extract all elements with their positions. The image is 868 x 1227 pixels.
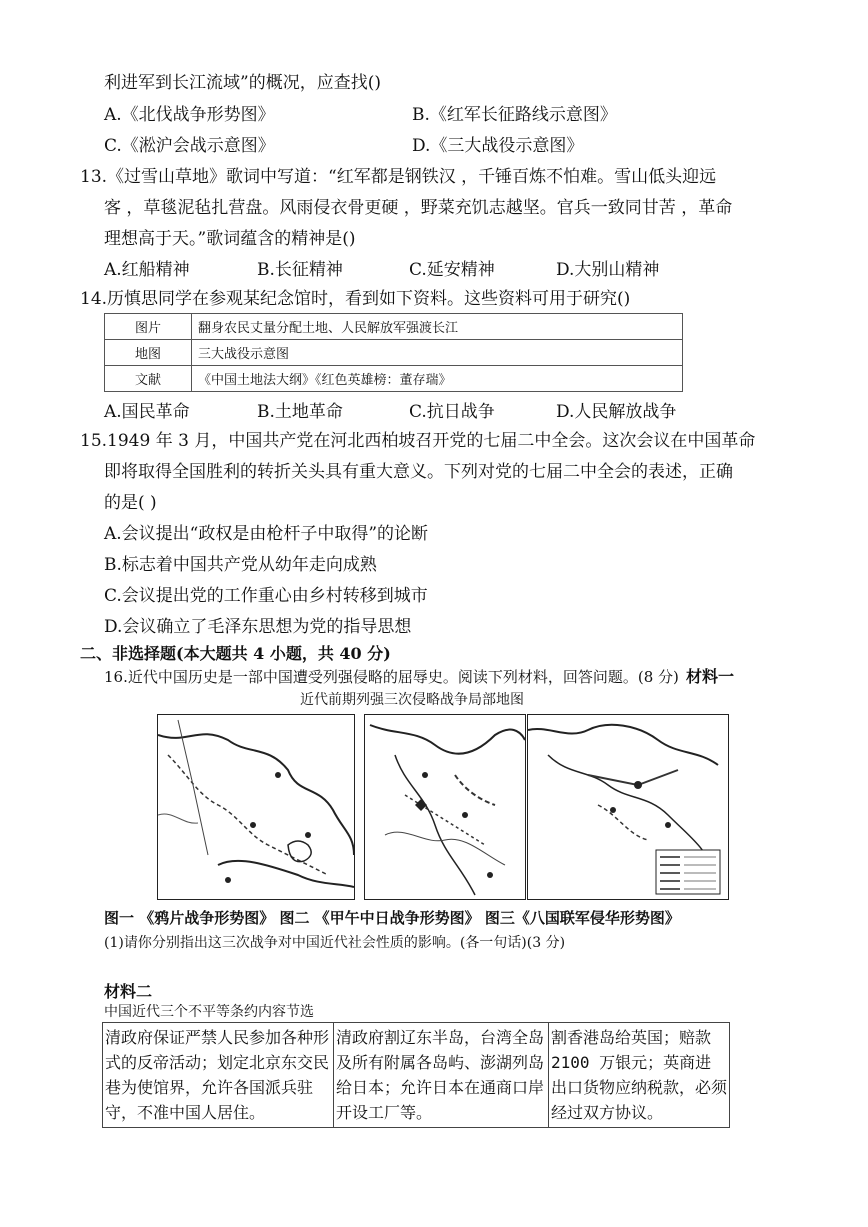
table-cell: 割香港岛给英国；赔款 2100 万银元；英商进出口货物应纳税款，必须经过双方协议。 (549, 1023, 730, 1128)
q14-stem: 14.历慎思同学在参观某纪念馆时，看到如下资料。这些资料可用于研究() (80, 289, 631, 309)
table-cell: 清政府割辽东半岛，台湾全岛及所有附属各岛屿、澎湖列岛给日本；允许日本在通商口岸开设工厂等。 (334, 1023, 549, 1128)
q13-option-d: D.大别山精神 (556, 260, 660, 280)
eight-nation-alliance-map-image (527, 714, 729, 900)
war-maps-figure (157, 714, 728, 898)
table-cell: 清政府保证严禁人民参加各种形式的反帝活动；划定北京东交民巷为使馆界，允许各国派兵驻守，不准中国人居住。 (103, 1023, 334, 1128)
opium-war-map-image (157, 714, 355, 900)
table-cell: 翻身农民丈量分配土地、人民解放军强渡长江 (192, 314, 683, 340)
q14-option-b: B.土地革命 (257, 402, 343, 422)
table-cell: 三大战役示意图 (192, 340, 683, 366)
q12-option-b: B.《红军长征路线示意图》 (412, 105, 617, 125)
q14-option-c: C.抗日战争 (409, 402, 495, 422)
treaty-table-title: 中国近代三个不平等条约内容节选 (104, 1004, 314, 1020)
map-title: 近代前期列强三次侵略战争局部地图 (300, 692, 524, 708)
treaty-table (102, 1022, 730, 1128)
table-row (105, 314, 683, 340)
table-cell: 图片 (105, 314, 192, 340)
q15-option-d: D.会议确立了毛泽东思想为党的指导思想 (104, 617, 412, 637)
q16-sub-question-1: (1)请你分别指出这三次战争对中国近代社会性质的影响。(各一句话)(3 分) (104, 935, 566, 951)
q13-option-a: A.红船精神 (104, 260, 190, 280)
q15-stem-line-1: 15.1949 年 3 月，中国共产党在河北西柏坡召开党的七届二中全会。这次会议在中国革命 (80, 431, 756, 451)
table-row (105, 340, 683, 366)
sino-japanese-war-map-image (364, 714, 526, 900)
q14-source-table (104, 313, 683, 392)
table-cell: 地图 (105, 340, 192, 366)
map-captions: 图一 《鸦片战争形势图》 图二 《甲午中日战争形势图》 图三《八国联军侵华形势图》 (104, 909, 680, 927)
q13-option-c: C.延安精神 (409, 260, 495, 280)
q15-option-b: B.标志着中国共产党从幼年走向成熟 (104, 555, 377, 575)
q15-option-c: C.会议提出党的工作重心由乡村转移到城市 (104, 586, 428, 606)
table-row (105, 366, 683, 392)
table-cell: 《中国土地法大纲》《红色英雄榜：董存瑞》 (192, 366, 683, 392)
q16-stem: 16.近代中国历史是一部中国遭受列强侵略的屈辱史。阅读下列材料，回答问题。(8 分) (104, 668, 679, 686)
material-2-label: 材料二 (104, 982, 153, 1001)
table-cell: 文献 (105, 366, 192, 392)
q12-option-d: D.《三大战役示意图》 (412, 136, 584, 156)
section-heading: 二、非选择题(本大题共 4 小题，共 40 分) (80, 644, 391, 663)
table-row (103, 1023, 730, 1128)
q12-option-c: C.《淞沪会战示意图》 (104, 136, 275, 156)
q13-option-b: B.长征精神 (257, 260, 343, 280)
material-1-label: 材料一 (686, 667, 735, 686)
q13-stem-line-1: 13.《过雪山草地》歌词中写道：“红军都是钢铁汉 ，千锤百炼不怕难。雪山低头迎远 (80, 167, 717, 187)
q12-stem-tail: 利进军到长江流域”的概况，应查找() (104, 73, 381, 93)
q13-stem-line-2: 客 ，草毯泥毡扎营盘。风雨侵衣骨更硬 ，野菜充饥志越坚。官兵一致同甘苦 ，革命 (104, 198, 733, 218)
q14-option-d: D.人民解放战争 (556, 402, 677, 422)
q15-option-a: A.会议提出“政权是由枪杆子中取得”的论断 (104, 524, 429, 544)
q13-stem-line-3: 理想高于天。”歌词蕴含的精神是() (104, 229, 356, 249)
q12-option-a: A.《北伐战争形势图》 (104, 105, 275, 125)
q15-stem-line-2: 即将取得全国胜利的转折关头具有重大意义。下列对党的七届二中全会的表述，正确 (104, 462, 733, 482)
q14-option-a: A.国民革命 (104, 402, 190, 422)
q15-stem-line-3: 的是( ) (104, 493, 157, 513)
